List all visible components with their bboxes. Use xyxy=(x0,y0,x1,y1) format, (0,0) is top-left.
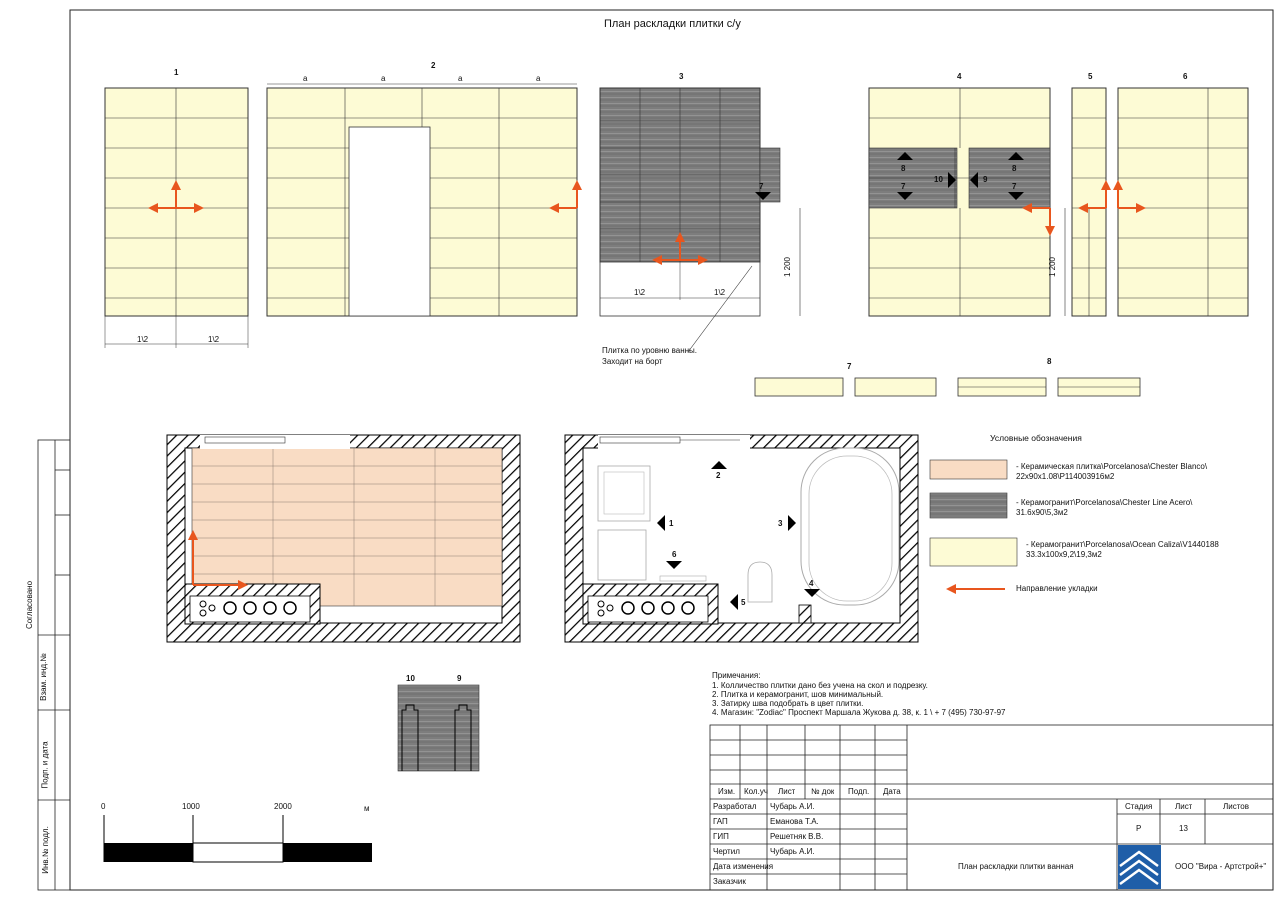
tile-mark-10: 10 xyxy=(934,175,943,184)
scale-label-0: 0 xyxy=(101,802,106,811)
tb-company: ООО "Вира - Артстрой+" xyxy=(1175,862,1267,871)
tb-sheet-label: Лист xyxy=(1175,802,1193,811)
tb-header-list: Лист xyxy=(778,787,796,796)
dim-half: 1\2 xyxy=(137,335,149,344)
company-logo xyxy=(1118,845,1161,889)
tb-role-2: ГАП xyxy=(713,817,728,826)
tb-stage-value: Р xyxy=(1136,824,1142,833)
scale-label-1000: 1000 xyxy=(182,802,200,811)
elevation-label-2: 2 xyxy=(431,61,436,70)
notes-title: Примечания: xyxy=(712,671,761,680)
dim-half: 1\2 xyxy=(634,288,646,297)
floor-plan-left xyxy=(167,435,520,642)
dim-a: a xyxy=(458,74,463,83)
dim-half: 1\2 xyxy=(208,335,220,344)
side-stamp-agreed: Согласовано xyxy=(25,580,35,630)
tile-mark-7: 7 xyxy=(901,182,906,191)
floor-plan-right xyxy=(565,435,918,642)
tile-mark-8: 8 xyxy=(1012,164,1017,173)
elevation-2 xyxy=(267,84,577,316)
tb-sheets-label: Листов xyxy=(1223,802,1249,811)
detail-label-9: 9 xyxy=(457,674,462,683)
legend-item-3-line-1: - Керамогранит\Porcelanosa\Ocean Caliza\V1440188 xyxy=(1026,540,1219,549)
tile-mark-9: 9 xyxy=(983,175,988,184)
detail-label-10: 10 xyxy=(406,674,415,683)
legend-title: Условные обозначения xyxy=(990,433,1082,443)
tb-name-1: Чубарь А.И. xyxy=(770,802,815,811)
side-stamp-signature: Подп. и дата xyxy=(40,741,50,789)
dim-a: a xyxy=(303,74,308,83)
dim-1200: 1 200 xyxy=(1048,256,1058,278)
plan-mark-4: 4 xyxy=(809,579,814,588)
bath-note-line-1: Плитка по уровню ванны. xyxy=(602,346,698,355)
legend-swatches xyxy=(930,460,1017,589)
tb-drawing-title: План раскладки плитки ванная xyxy=(958,862,1074,871)
note-line-3: 3. Затирку шва подобрать в цвет плитки. xyxy=(712,699,864,708)
legend-item-2-line-2: 31.6x90\5,3м2 xyxy=(1016,508,1068,517)
tb-stage-label: Стадия xyxy=(1125,802,1153,811)
tb-name-3: Решетняк В.В. xyxy=(770,832,824,841)
tb-role-1: Разработал xyxy=(713,802,757,811)
tile-samples xyxy=(755,378,1140,396)
tb-header-doc: № док xyxy=(811,787,835,796)
elevation-4 xyxy=(869,88,1065,316)
sheet-title: План раскладки плитки с/у xyxy=(604,18,741,30)
note-line-4: 4. Магазин: "Zodiac" Проспект Маршала Жукова д. 38, к. 1 \ + 7 (495) 730-97-97 xyxy=(712,708,1006,717)
plan-mark-5: 5 xyxy=(741,598,746,607)
legend-item-2-line-1: - Керамогранит\Porcelanosa\Chester Line Acero\ xyxy=(1016,498,1193,507)
tb-role-4: Чертил xyxy=(713,847,740,856)
legend-item-1-line-2: 22x90x1.08\P114003916м2 xyxy=(1016,472,1115,481)
tile-mark-7: 7 xyxy=(1012,182,1017,191)
tb-sheet-value: 13 xyxy=(1179,824,1188,833)
plan-mark-2: 2 xyxy=(716,471,721,480)
legend-item-1-line-1: - Керамическая плиткa\Porcelanosa\Chester Blanco\ xyxy=(1016,462,1208,471)
scale-bar xyxy=(104,815,372,862)
scale-label-2000: 2000 xyxy=(274,802,292,811)
elevation-1 xyxy=(105,88,248,348)
tb-role-5: Дата изменения xyxy=(713,862,774,871)
elevation-6 xyxy=(1118,88,1248,316)
sample-label-7: 7 xyxy=(847,362,852,371)
legend-direction-label: Направление укладки xyxy=(1016,584,1098,593)
note-line-2: 2. Плитка и керамогранит, шов минимальный. xyxy=(712,690,884,699)
tile-mark-7: 7 xyxy=(759,182,764,191)
dim-1200: 1 200 xyxy=(783,256,793,278)
side-stamp-inventory: Инв.№ подл. xyxy=(40,826,50,874)
tb-header-kol: Кол.уч xyxy=(744,787,768,796)
tb-header-izm: Изм. xyxy=(718,787,736,796)
note-line-1: 1. Колличество плитки дано без учена на скол и подрезку. xyxy=(712,681,928,690)
tb-name-2: Еманова Т.А. xyxy=(770,817,819,826)
elevation-3 xyxy=(600,88,800,352)
side-stamp-replace: Взам. инд.№ xyxy=(38,653,48,701)
elevation-5 xyxy=(1072,88,1106,316)
tile-mark-8: 8 xyxy=(901,164,906,173)
tb-role-3: ГИП xyxy=(713,832,729,841)
dim-half: 1\2 xyxy=(714,288,726,297)
elevation-label-5: 5 xyxy=(1088,72,1093,81)
plan-mark-3: 3 xyxy=(778,519,783,528)
elevation-label-1: 1 xyxy=(174,68,179,77)
dim-a: a xyxy=(536,74,541,83)
tb-name-4: Чубарь А.И. xyxy=(770,847,815,856)
plan-mark-6: 6 xyxy=(672,550,677,559)
sample-label-8: 8 xyxy=(1047,357,1052,366)
elevation-label-3: 3 xyxy=(679,72,684,81)
dim-a: a xyxy=(381,74,386,83)
tb-role-6: Заказчик xyxy=(713,877,746,886)
elevation-label-4: 4 xyxy=(957,72,962,81)
tb-header-date: Дата xyxy=(883,787,901,796)
legend-item-3-line-2: 33.3x100x9,2\19,3м2 xyxy=(1026,550,1102,559)
plan-mark-1: 1 xyxy=(669,519,674,528)
tb-header-sign: Подп. xyxy=(848,787,870,796)
bath-note-line-2: Заходит на борт xyxy=(602,357,663,366)
detail-10-9 xyxy=(398,685,479,771)
scale-label-unit: м xyxy=(364,804,370,813)
elevation-label-6: 6 xyxy=(1183,72,1188,81)
